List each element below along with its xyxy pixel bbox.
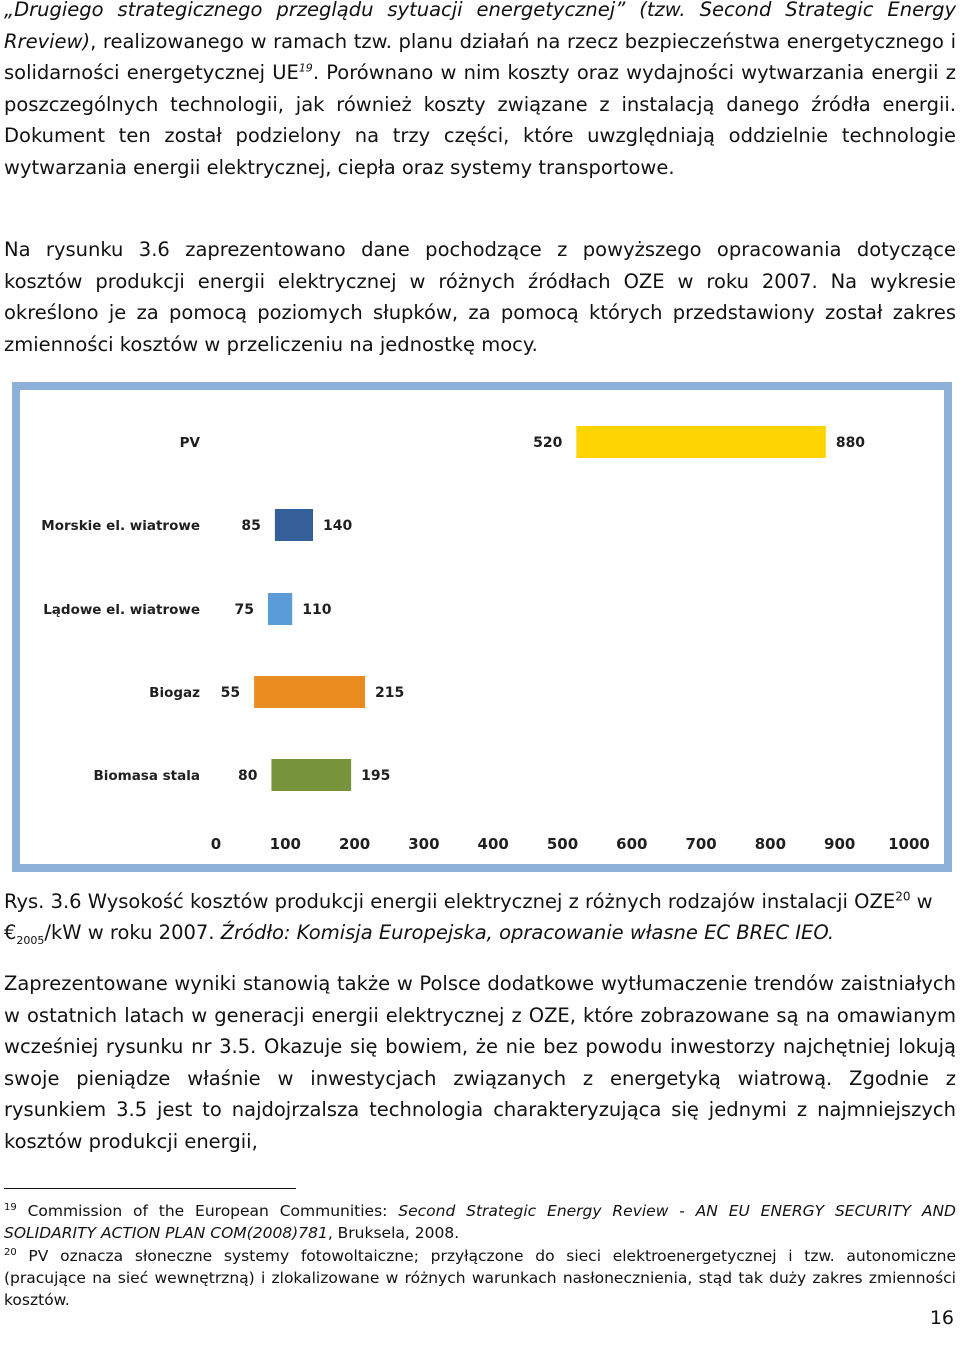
data-label-max-pv: 880: [835, 435, 866, 451]
x-tick-label: 400: [477, 835, 509, 853]
data-label-max-ladowe-el-wiatrowe: 110: [302, 602, 332, 618]
plot-area: [20, 390, 944, 864]
bar-morskie-el-wiatrowe: [275, 509, 313, 541]
caption-text-c: /kW w roku 2007.: [44, 921, 221, 944]
page-number: 16: [929, 1307, 954, 1329]
footnote-ref-20[interactable]: 20: [895, 889, 911, 904]
footnote-20-number: 20: [4, 1246, 17, 1258]
bar-pv: [576, 426, 825, 458]
x-tick-label: 300: [408, 835, 440, 853]
footnote-separator: [4, 1188, 296, 1189]
x-tick-label: 700: [685, 835, 717, 853]
x-tick-label: 600: [616, 835, 648, 853]
paragraph-1-title-text: „Drugiego strategicznego przeglądu sytuacji energetycznej” (tzw. Second Strategic Energy Rreview): [4, 0, 956, 53]
x-tick-label: 800: [754, 835, 787, 853]
bar-biogaz: [254, 676, 365, 708]
paragraph-3: Zaprezentowane wyniki stanowią także w Polsce dodatkowe wytłumaczenie trendów zaistniałych w ostatnich latach w generacji energii elektrycznej z OZE, które zobrazowane są na omawianym wcześniej rysunku nr 3.5. Okazuje się bowiem, że nie bez powodu inwestorzy najchętniej lokują swoje pieniądze właśnie w inwestycjach związanych z energetyką wiatrową. Zgodnie z rysunkiem 3.5 jest to najdojrzalsza technologia charakteryzująca się jednymi z najmniejszych kosztów produkcji energii,: [4, 972, 956, 1153]
chart-svg: [12, 382, 952, 872]
footnote-19-title: Second Strategic Energy Review - AN EU ENERGY SECURITY AND SOLIDARITY ACTION PLAN COM(2008)781: [4, 1202, 956, 1242]
footnote-19-number: 19: [4, 1201, 17, 1213]
paragraph-2: Na rysunku 3.6 zaprezentowano dane pochodzące z powyższego opracowania dotyczące kosztów produkcji energii elektrycznej w różnych źródłach OZE w roku 2007. Na wykresie określono je za pomocą poziomych słupków, za pomocą których przedstawiony został zakres zmienności kosztów w przeliczeniu na jednostkę mocy.: [4, 238, 956, 356]
cost-range-chart: [12, 382, 952, 872]
paragraph-1-text-b: . Porównano w nim koszty oraz wydajności wytwarzania energii z poszczególnych technologii, jak również koszty związane z instalacją danego źródła energii. Dokument ten został podzielony na trzy części, które uwzględniają oddzielnie technologie wytwarzania energii elektrycznej, ciepła oraz systemy transportowe.: [4, 61, 956, 179]
data-label-min-ladowe-el-wiatrowe: 75: [234, 602, 254, 618]
x-tick-label: 500: [546, 835, 579, 853]
figure-caption: [4, 886, 956, 948]
caption-text-a: Rys. 3.6 Wysokość kosztów produkcji energii elektrycznej z różnych rodzajów instalacji OZE: [4, 890, 896, 913]
footnote-19-text-b: , Bruksela, 2008.: [327, 1224, 460, 1242]
x-tick-label: 1000: [888, 835, 930, 853]
data-label-min-biomasa-stala: 80: [237, 768, 258, 784]
data-label-max-biogaz: 215: [374, 685, 405, 701]
data-label-max-morskie-el-wiatrowe: 140: [323, 518, 353, 534]
footnote-20: [4, 1245, 956, 1311]
x-tick-label: 0: [210, 835, 222, 853]
x-tick-label: 200: [338, 835, 371, 853]
category-label-morskie-el-wiatrowe: Morskie el. wiatrowe: [41, 518, 200, 534]
caption-text-b: w €: [4, 890, 933, 944]
footnote-19: [4, 1200, 956, 1244]
paragraph-1: [4, 0, 956, 183]
caption-subscript: 2005: [16, 933, 45, 947]
bar-biomasa-stala: [271, 759, 351, 791]
footnote-19-text-a: Commission of the European Communities:: [16, 1202, 399, 1220]
data-label-min-morskie-el-wiatrowe: 85: [241, 518, 261, 534]
bar-ladowe-el-wiatrowe: [268, 593, 292, 625]
caption-source: Źródło: Komisja Europejska, opracowanie własne EC BREC IEO.: [220, 921, 835, 944]
data-label-min-biogaz: 55: [220, 685, 241, 701]
data-label-min-pv: 520: [533, 435, 563, 451]
category-label-ladowe-el-wiatrowe: Lądowe el. wiatrowe: [43, 602, 200, 618]
paragraph-1-text-a: , realizowanego w ramach tzw. planu działań na rzecz bezpieczeństwa energetycznego i solidarności energetycznej UE: [4, 29, 956, 84]
category-label-biomasa-stala: Biomasa stala: [93, 768, 200, 784]
footnote-20-text: PV oznacza słoneczne systemy fotowoltaiczne; przyłączone do sieci elektroenergetycznej i tzw. autonomiczne (pracujące na sieć wewnętrzną) i zlokalizowane w różnych warunkach nasłonecznienia, stąd tak duży zakres zmienności kosztów.: [4, 1247, 956, 1309]
x-tick-label: 900: [824, 835, 856, 853]
category-label-pv: PV: [179, 435, 200, 451]
data-label-max-biomasa-stala: 195: [361, 768, 391, 784]
category-label-biogaz: Biogaz: [149, 685, 200, 701]
footnote-ref-19[interactable]: 19: [298, 61, 313, 75]
x-tick-label: 100: [269, 835, 301, 853]
